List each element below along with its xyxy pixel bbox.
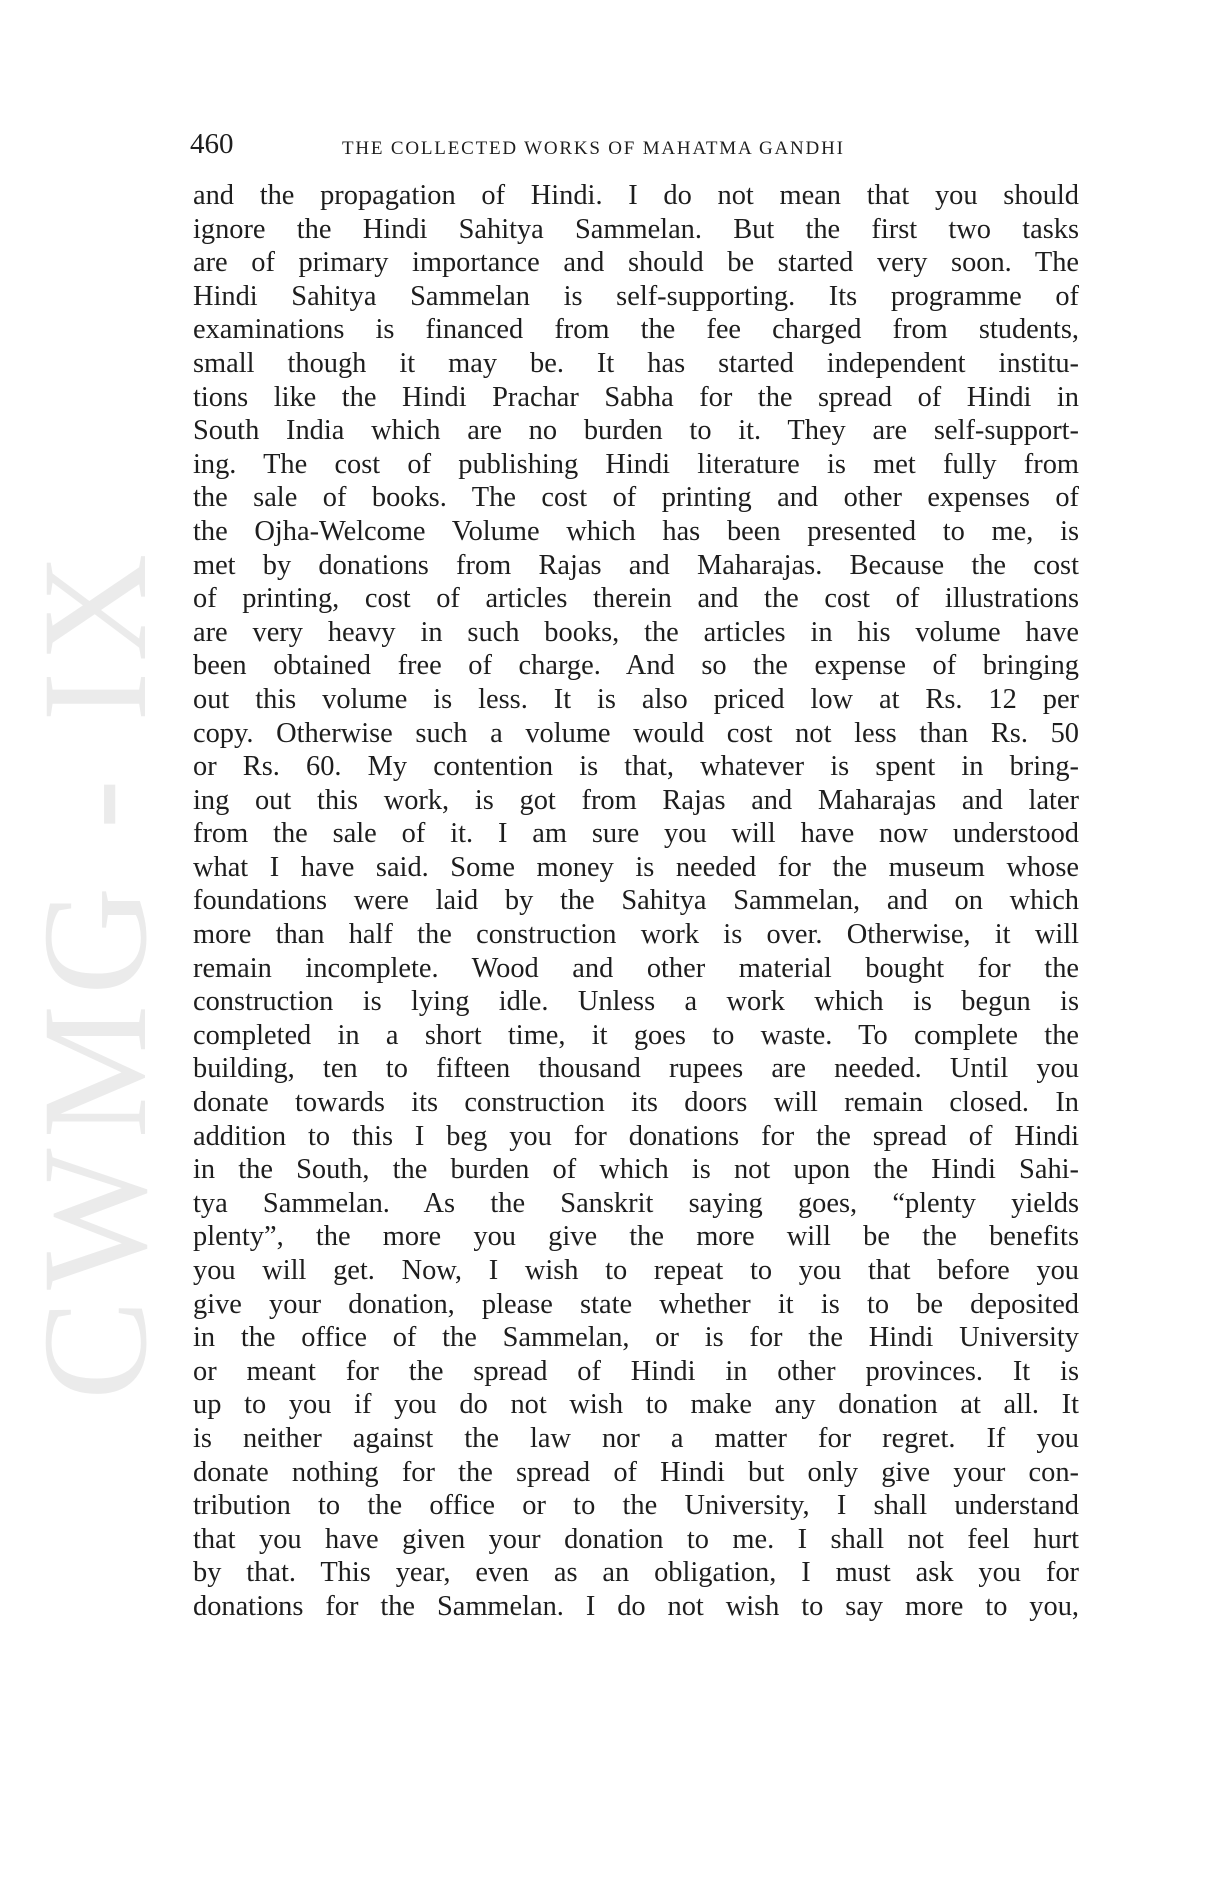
text-line: donations for the Sammelan. I do not wish to say more to you, — [193, 1590, 1079, 1622]
text-line: foundations were laid by the Sahitya Sammelan, and on which — [193, 885, 1079, 917]
text-line: copy. Otherwise such a volume would cost not less than Rs. 50 — [193, 717, 1079, 749]
text-line: ing. The cost of publishing Hindi literature is met fully from — [193, 448, 1079, 480]
text-line: donate towards its construction its doors will remain closed. In — [193, 1087, 1079, 1119]
text-line: is neither against the law nor a matter for regret. If you — [193, 1422, 1079, 1454]
text-line: from the sale of it. I am sure you will have now understood — [193, 818, 1079, 850]
running-head: THE COLLECTED WORKS OF MAHATMA GANDHI — [342, 138, 845, 159]
text-line: donate nothing for the spread of Hindi but only give your con- — [193, 1456, 1079, 1488]
text-line: been obtained free of charge. And so the expense of bringing — [193, 650, 1079, 682]
text-line: in the South, the burden of which is not upon the Hindi Sahi- — [193, 1154, 1079, 1186]
text-line: you will get. Now, I wish to repeat to you that before you — [193, 1255, 1079, 1286]
text-line: are of primary importance and should be started very soon. The — [193, 247, 1079, 279]
page-number: 460 — [190, 128, 234, 160]
text-line: examinations is financed from the fee charged from students, — [193, 314, 1079, 346]
text-line: of printing, cost of articles therein and the cost of illustrations — [193, 583, 1079, 615]
text-line: by that. This year, even as an obligation, I must ask you for — [193, 1557, 1079, 1589]
text-line: met by donations from Rajas and Maharajas. Because the cost — [193, 549, 1079, 581]
text-line: in the office of the Sammelan, or is for the Hindi University — [193, 1322, 1079, 1354]
text-line: tribution to the office or to the University, I shall understand — [193, 1490, 1079, 1522]
text-line: remain incomplete. Wood and other material bought for the — [193, 952, 1079, 984]
page-header — [190, 124, 1080, 164]
text-line: more than half the construction work is over. Otherwise, it will — [193, 919, 1079, 951]
text-line: and the propagation of Hindi. I do not mean that you should — [193, 180, 1079, 211]
text-line: what I have said. Some money is needed for the museum whose — [193, 851, 1079, 883]
body-text — [193, 179, 1079, 1624]
text-line: small though it may be. It has started independent institu- — [193, 347, 1079, 379]
text-line: Hindi Sahitya Sammelan is self-supporting. Its programme of — [193, 280, 1079, 312]
text-line: completed in a short time, it goes to waste. To complete the — [193, 1019, 1079, 1051]
text-line: tions like the Hindi Prachar Sabha for the spread of Hindi in — [193, 381, 1079, 413]
text-line: building, ten to fifteen thousand rupees are needed. Until you — [193, 1053, 1079, 1085]
text-line: tya Sammelan. As the Sanskrit saying goes, “plenty yields — [193, 1187, 1079, 1219]
text-line: the Ojha-Welcome Volume which has been presented to me, is — [193, 515, 1079, 547]
text-line: give your donation, please state whether it is to be deposited — [193, 1288, 1079, 1320]
text-line: the sale of books. The cost of printing and other expenses of — [193, 482, 1079, 514]
text-line: or meant for the spread of Hindi in other provinces. It is — [193, 1355, 1079, 1387]
text-line: or Rs. 60. My contention is that, whatever is spent in bring- — [193, 751, 1079, 783]
text-line: up to you if you do not wish to make any donation at all. It — [193, 1389, 1079, 1421]
text-line: ignore the Hindi Sahitya Sammelan. But the first two tasks — [193, 213, 1079, 245]
text-line: plenty”, the more you give the more will be the benefits — [193, 1221, 1079, 1253]
text-line: South India which are no burden to it. They are self-support- — [193, 415, 1079, 447]
text-line: that you have given your donation to me. I shall not feel hurt — [193, 1523, 1079, 1555]
text-line: ing out this work, is got from Rajas and Maharajas and later — [193, 784, 1079, 816]
watermark: CWMG - IX — [12, 543, 178, 1400]
text-line: construction is lying idle. Unless a work which is begun is — [193, 986, 1079, 1018]
text-line: addition to this I beg you for donations for the spread of Hindi — [193, 1120, 1079, 1152]
text-line: are very heavy in such books, the articles in his volume have — [193, 616, 1079, 648]
text-line: out this volume is less. It is also priced low at Rs. 12 per — [193, 683, 1079, 715]
